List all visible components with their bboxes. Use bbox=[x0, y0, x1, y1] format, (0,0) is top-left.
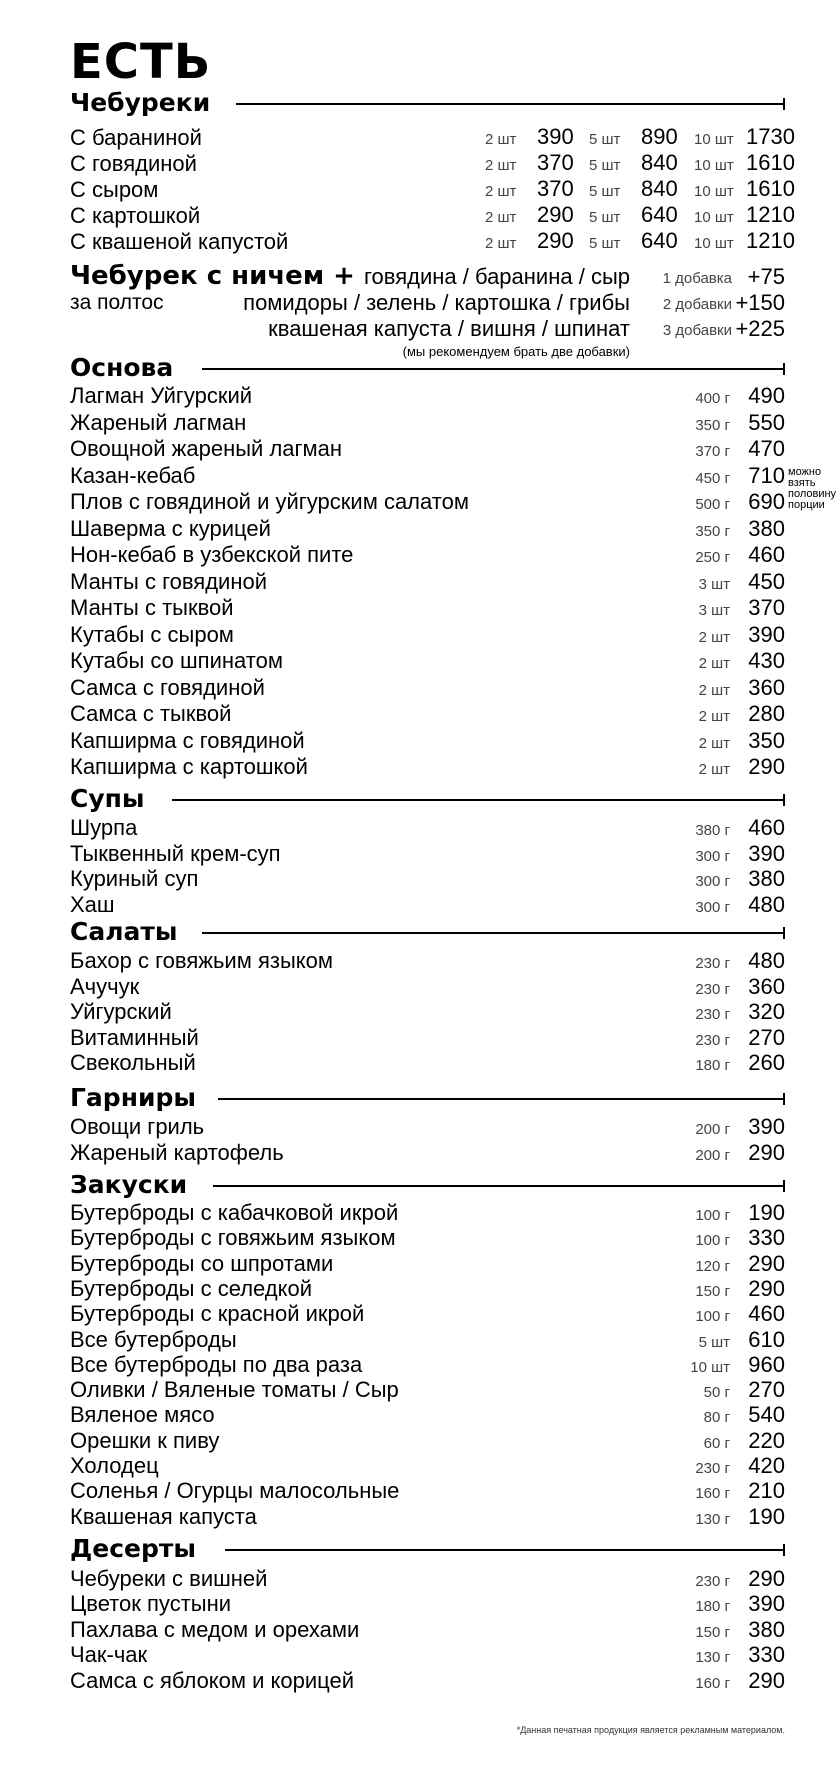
item-price: 960 bbox=[748, 1351, 785, 1377]
addon-label: 1 добавка bbox=[662, 270, 732, 287]
item-weight: 50 г bbox=[703, 1384, 730, 1402]
section-heading: Гарниры bbox=[70, 1083, 196, 1112]
item-price: 550 bbox=[748, 409, 785, 435]
item-weight: 2 шт bbox=[698, 628, 730, 646]
price: 1610 bbox=[746, 176, 795, 201]
item-weight: 150 г bbox=[695, 1623, 730, 1641]
qty-label: 2 шт bbox=[485, 209, 517, 226]
qty-label: 10 шт bbox=[694, 131, 734, 148]
item-name: Капширма с картошкой bbox=[70, 754, 308, 779]
item-name: С говядиной bbox=[70, 151, 197, 176]
item-weight: 10 шт bbox=[690, 1358, 730, 1376]
section-rule bbox=[172, 799, 785, 801]
item-name: Бахор с говяжьим языком bbox=[70, 948, 334, 973]
item-weight: 130 г bbox=[695, 1649, 730, 1667]
item-name: Вяленое мясо bbox=[70, 1402, 215, 1428]
item-weight: 300 г bbox=[695, 873, 730, 891]
item-price: 270 bbox=[748, 1377, 785, 1403]
section-heading: Основа bbox=[70, 353, 174, 382]
filling-line: помидоры / зелень / картошка / грибы bbox=[243, 290, 630, 315]
item-name: Бутерброды с красной икрой bbox=[70, 1301, 365, 1327]
item-name: Казан-кебаб bbox=[70, 462, 196, 488]
item-name: Витаминный bbox=[70, 1024, 199, 1050]
section-heading: Чебуреки bbox=[70, 88, 211, 117]
item-name: Чак-чак bbox=[70, 1642, 148, 1668]
item-name: Оливки / Вяленые томаты / Сыр bbox=[70, 1377, 399, 1403]
price: 840 bbox=[641, 176, 678, 201]
item-name: Орешки к пиву bbox=[70, 1427, 220, 1453]
item-weight: 150 г bbox=[695, 1282, 730, 1300]
item-name: Холодец bbox=[70, 1453, 159, 1478]
section-rule bbox=[202, 932, 785, 934]
item-name: Жареный лагман bbox=[70, 409, 247, 435]
item-weight: 2 шт bbox=[698, 734, 730, 752]
item-price: 490 bbox=[748, 383, 785, 408]
item-weight: 2 шт bbox=[698, 655, 730, 672]
item-weight: 2 шт bbox=[698, 761, 730, 778]
item-price: 390 bbox=[748, 621, 785, 647]
item-name: Бутерброды с кабачковой икрой bbox=[70, 1200, 399, 1225]
item-name: Чебуреки с вишней bbox=[70, 1566, 268, 1591]
item-weight: 100 г bbox=[695, 1232, 730, 1250]
addon-price: +150 bbox=[735, 290, 785, 315]
item-weight: 2 шт bbox=[698, 681, 730, 699]
item-price: 360 bbox=[748, 674, 785, 700]
item-weight: 3 шт bbox=[698, 575, 730, 593]
item-weight: 380 г bbox=[695, 822, 730, 839]
item-weight: 230 г bbox=[695, 1460, 730, 1477]
item-name: Манты с говядиной bbox=[70, 568, 268, 594]
item-name: С бараниной bbox=[70, 125, 202, 150]
item-name: Ачучук bbox=[70, 973, 140, 999]
item-price: 290 bbox=[748, 1566, 785, 1591]
item-price: 290 bbox=[748, 754, 785, 779]
price: 390 bbox=[537, 124, 574, 149]
item-weight: 230 г bbox=[695, 1031, 730, 1049]
item-price: 540 bbox=[748, 1402, 785, 1428]
item-name: Самса с говядиной bbox=[70, 674, 265, 700]
item-weight: 200 г bbox=[695, 1121, 730, 1138]
section-rule bbox=[213, 1185, 785, 1187]
item-weight: 130 г bbox=[695, 1510, 730, 1528]
item-name: Нон-кебаб в узбекской пите bbox=[70, 542, 354, 567]
item-weight: 230 г bbox=[695, 1573, 730, 1590]
item-name: Кутабы со шпинатом bbox=[70, 648, 283, 673]
item-weight: 300 г bbox=[695, 847, 730, 865]
item-name: Самса с тыквой bbox=[70, 701, 232, 726]
item-weight: 350 г bbox=[695, 522, 730, 540]
item-weight: 230 г bbox=[695, 980, 730, 998]
item-name: Все бутерброды bbox=[70, 1326, 237, 1352]
item-weight: 160 г bbox=[695, 1674, 730, 1692]
item-weight: 370 г bbox=[695, 443, 730, 460]
item-name: Манты с тыквой bbox=[70, 595, 234, 620]
price: 290 bbox=[537, 228, 574, 253]
item-name: Хаш bbox=[70, 891, 115, 917]
qty-label: 2 шт bbox=[485, 235, 517, 252]
item-price: 460 bbox=[748, 542, 785, 567]
section-heading: Десерты bbox=[70, 1534, 196, 1563]
item-price: 710 bbox=[748, 462, 785, 488]
item-name: Цветок пустыни bbox=[70, 1591, 232, 1617]
item-weight: 180 г bbox=[695, 1598, 730, 1616]
qty-label: 5 шт bbox=[589, 183, 621, 200]
item-weight: 5 шт bbox=[698, 1333, 730, 1351]
item-name: Лагман Уйгурский bbox=[70, 383, 253, 408]
item-price: 190 bbox=[748, 1200, 785, 1225]
item-name: Куриный суп bbox=[70, 866, 199, 892]
item-price: 270 bbox=[748, 1024, 785, 1050]
item-price: 220 bbox=[748, 1427, 785, 1453]
item-name: Бутерброды с селедкой bbox=[70, 1275, 313, 1301]
qty-label: 2 шт bbox=[485, 157, 517, 174]
price: 290 bbox=[537, 202, 574, 227]
item-weight: 100 г bbox=[695, 1207, 730, 1224]
item-weight: 500 г bbox=[695, 496, 730, 513]
addon-label: 3 добавки bbox=[662, 322, 732, 339]
item-name: Бутерброды с говяжьим языком bbox=[70, 1225, 396, 1251]
item-price: 430 bbox=[748, 648, 785, 673]
item-price: 380 bbox=[748, 515, 785, 541]
item-weight: 160 г bbox=[695, 1485, 730, 1503]
item-price: 330 bbox=[748, 1225, 785, 1251]
item-price: 320 bbox=[748, 999, 785, 1025]
item-price: 350 bbox=[748, 727, 785, 753]
page-title: ЕСТЬ bbox=[70, 34, 212, 90]
item-weight: 230 г bbox=[695, 1006, 730, 1024]
item-price: 390 bbox=[748, 1591, 785, 1617]
item-price: 460 bbox=[748, 1301, 785, 1327]
item-name: Все бутерброды по два раза bbox=[70, 1351, 363, 1377]
qty-label: 10 шт bbox=[694, 157, 734, 174]
item-name: Самса с яблоком и корицей bbox=[70, 1667, 355, 1693]
item-name: Соленья / Огурцы малосольные bbox=[70, 1478, 400, 1504]
item-price: 480 bbox=[748, 948, 785, 973]
item-price: 460 bbox=[748, 815, 785, 840]
item-price: 190 bbox=[748, 1503, 785, 1529]
item-name: Пахлава с медом и орехами bbox=[70, 1616, 360, 1642]
item-price: 390 bbox=[748, 840, 785, 866]
item-price: 290 bbox=[748, 1250, 785, 1276]
item-name: Капширма с говядиной bbox=[70, 727, 305, 753]
nothing-subtitle: за полтос bbox=[70, 291, 164, 314]
item-price: 360 bbox=[748, 973, 785, 999]
item-name: Жареный картофель bbox=[70, 1139, 284, 1165]
item-name: Кутабы с сыром bbox=[70, 621, 234, 647]
item-price: 380 bbox=[748, 1616, 785, 1642]
section-heading: Салаты bbox=[70, 917, 178, 946]
item-name: Квашеная капуста bbox=[70, 1503, 257, 1529]
item-name: Шаверма с курицей bbox=[70, 515, 271, 541]
item-weight: 120 г bbox=[695, 1257, 730, 1275]
item-name: С картошкой bbox=[70, 203, 201, 228]
price: 1210 bbox=[746, 202, 795, 227]
price: 370 bbox=[537, 176, 574, 201]
section-heading: Закуски bbox=[70, 1170, 188, 1199]
price: 640 bbox=[641, 202, 678, 227]
recommend-note: (мы рекомендуем брать две добавки) bbox=[402, 344, 630, 359]
item-price: 210 bbox=[748, 1478, 785, 1504]
qty-label: 5 шт bbox=[589, 157, 621, 174]
section-rule bbox=[218, 1098, 785, 1100]
filling-line: квашеная капуста / вишня / шпинат bbox=[268, 316, 630, 341]
item-weight: 60 г bbox=[703, 1434, 730, 1452]
item-price: 480 bbox=[748, 891, 785, 917]
item-name: Овощи гриль bbox=[70, 1114, 205, 1139]
item-weight: 3 шт bbox=[698, 602, 730, 619]
item-weight: 100 г bbox=[695, 1308, 730, 1326]
qty-label: 5 шт bbox=[589, 209, 621, 226]
item-price: 260 bbox=[748, 1050, 785, 1076]
item-weight: 450 г bbox=[695, 469, 730, 487]
item-price: 470 bbox=[748, 436, 785, 461]
item-weight: 250 г bbox=[695, 549, 730, 566]
item-name: Шурпа bbox=[70, 815, 138, 840]
qty-label: 5 шт bbox=[589, 131, 621, 148]
filling-line: говядина / баранина / сыр bbox=[364, 264, 630, 289]
nothing-title: Чебурек с ничем + bbox=[70, 261, 355, 291]
qty-label: 10 шт bbox=[694, 209, 734, 226]
item-weight: 400 г bbox=[695, 390, 730, 407]
qty-label: 2 шт bbox=[485, 183, 517, 200]
item-price: 290 bbox=[748, 1139, 785, 1165]
item-price: 330 bbox=[748, 1642, 785, 1668]
item-price: 420 bbox=[748, 1453, 785, 1478]
qty-label: 10 шт bbox=[694, 183, 734, 200]
qty-label: 5 шт bbox=[589, 235, 621, 252]
section-heading: Супы bbox=[70, 784, 145, 813]
item-name: Тыквенный крем-суп bbox=[70, 840, 281, 866]
item-price: 690 bbox=[748, 489, 785, 514]
addon-price: +225 bbox=[735, 316, 785, 341]
item-name: С сыром bbox=[70, 177, 159, 202]
item-weight: 180 г bbox=[695, 1057, 730, 1075]
qty-label: 10 шт bbox=[694, 235, 734, 252]
item-price: 370 bbox=[748, 595, 785, 620]
addon-price: +75 bbox=[747, 264, 785, 289]
item-name: Бутерброды со шпротами bbox=[70, 1250, 334, 1276]
item-price: 450 bbox=[748, 568, 785, 594]
item-name: Свекольный bbox=[70, 1050, 196, 1076]
item-price: 390 bbox=[748, 1114, 785, 1139]
item-weight: 2 шт bbox=[698, 708, 730, 725]
footer-disclaimer: *Данная печатная продукция является рекламным материалом. bbox=[516, 1725, 785, 1735]
price: 1210 bbox=[746, 228, 795, 253]
item-weight: 300 г bbox=[695, 898, 730, 916]
price: 890 bbox=[641, 124, 678, 149]
item-price: 610 bbox=[748, 1326, 785, 1352]
item-weight: 80 г bbox=[703, 1409, 730, 1427]
item-price: 380 bbox=[748, 866, 785, 892]
price: 640 bbox=[641, 228, 678, 253]
qty-label: 2 шт bbox=[485, 131, 517, 148]
section-rule bbox=[236, 103, 785, 105]
price: 370 bbox=[537, 150, 574, 175]
item-weight: 230 г bbox=[695, 955, 730, 972]
item-name: Уйгурский bbox=[70, 999, 172, 1025]
price: 1730 bbox=[746, 124, 795, 149]
addon-label: 2 добавки bbox=[662, 296, 732, 313]
item-price: 290 bbox=[748, 1667, 785, 1693]
half-portion-note: можно взять половину порции bbox=[788, 466, 837, 511]
item-price: 290 bbox=[748, 1275, 785, 1301]
section-rule bbox=[225, 1549, 785, 1551]
item-weight: 200 г bbox=[695, 1146, 730, 1164]
item-name: Плов с говядиной и уйгурским салатом bbox=[70, 489, 469, 514]
item-weight: 350 г bbox=[695, 416, 730, 434]
item-price: 280 bbox=[748, 701, 785, 726]
price: 1610 bbox=[746, 150, 795, 175]
price: 840 bbox=[641, 150, 678, 175]
item-name: Овощной жареный лагман bbox=[70, 436, 343, 461]
item-name: С квашеной капустой bbox=[70, 229, 289, 254]
section-rule bbox=[202, 368, 785, 370]
